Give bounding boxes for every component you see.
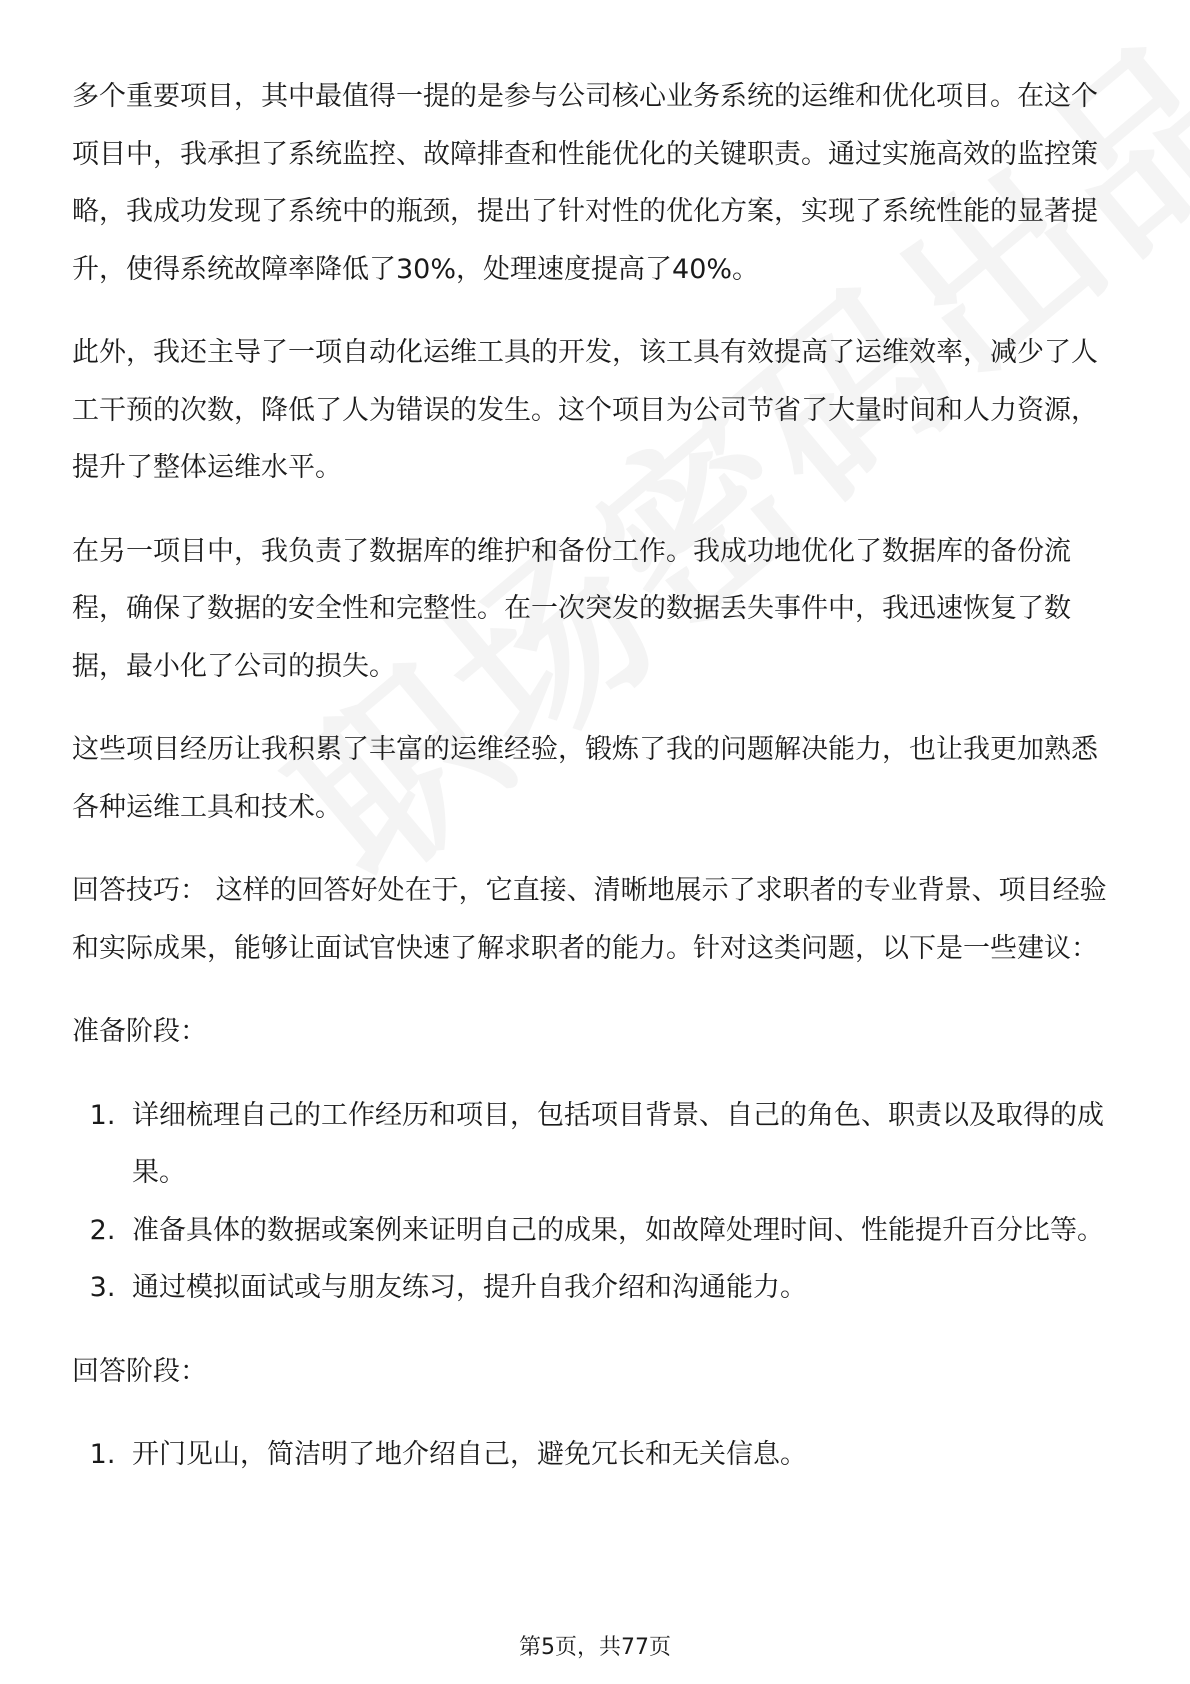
paragraph-automation-tool: 此外，我还主导了一项自动化运维工具的开发，该工具有效提高了运维效率，减少了人工干预的次数，降低了人为错误的发生。这个项目为公司节省了大量时间和人力资源，提升了整体运维水平。 — [72, 337, 1098, 483]
list-item: 2. 准备具体的数据或案例来证明自己的成果，如故障处理时间、性能提升百分比等。 — [124, 1202, 1122, 1260]
page-number: 第5页，共77页 — [519, 1635, 671, 1660]
paragraph-summary: 这些项目经历让我积累了丰富的运维经验，锻炼了我的问题解决能力，也让我更加熟悉各种运维工具和技术。 — [72, 734, 1098, 823]
paragraph-project-intro: 多个重要项目，其中最值得一提的是参与公司核心业务系统的运维和优化项目。在这个项目中，我承担了系统监控、故障排查和性能优化的关键职责。通过实施高效的监控策略，我成功发现了系统中的瓶颈，提出了针对性的优化方案，实现了系统性能的显著提升，使得系统故障率降低了30%，处理速度提高了40%。 — [72, 81, 1098, 285]
paragraph-database: 在另一项目中，我负责了数据库的维护和备份工作。我成功地优化了数据库的备份流程，确保了数据的安全性和完整性。在一次突发的数据丢失事件中，我迅速恢复了数据，最小化了公司的损失。 — [72, 535, 1071, 682]
list-item: 3. 通过模拟面试或与朋友练习，提升自我介绍和沟通能力。 — [124, 1259, 1122, 1317]
heading-answer-stage: 回答阶段： — [72, 1355, 207, 1387]
list-item: 1. 开门见山，简洁明了地介绍自己，避免冗长和无关信息。 — [124, 1426, 1122, 1484]
list-answer-stage — [72, 1426, 1122, 1484]
paragraph-answer-tips: 回答技巧： 这样的回答好处在于，它直接、清晰地展示了求职者的专业背景、项目经验和实际成果，能够让面试官快速了解求职者的能力。针对这类问题，以下是一些建议： — [72, 875, 1107, 964]
list-item: 1. 详细梳理自己的工作经历和项目，包括项目背景、自己的角色、职责以及取得的成果。 — [124, 1087, 1122, 1202]
heading-prepare-stage: 准备阶段： — [72, 1016, 207, 1047]
document-body — [72, 68, 1122, 1510]
list-prepare-stage — [72, 1087, 1122, 1317]
